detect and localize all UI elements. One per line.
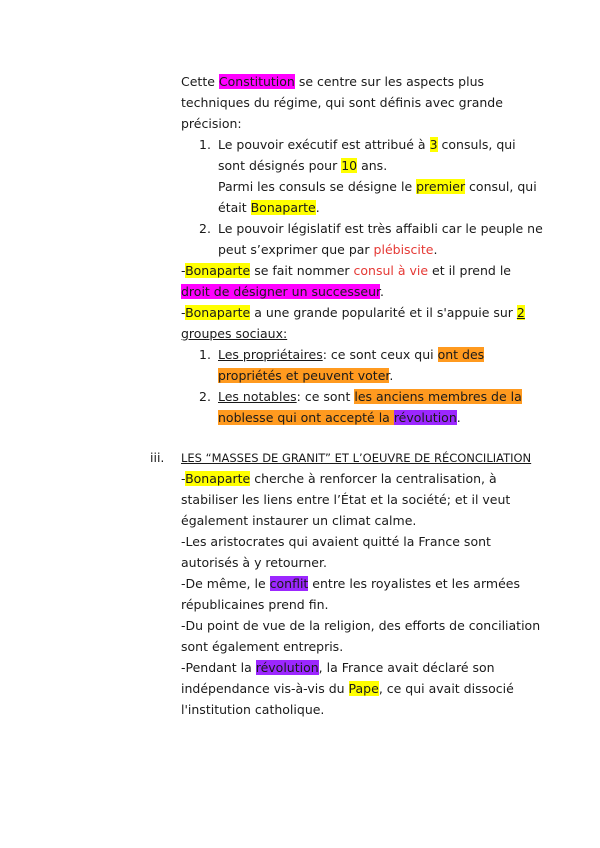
- list1-item1-line4: [218, 198, 320, 218]
- body-line-9: sont également entrepris.: [181, 639, 344, 654]
- highlight-orange: propriétés et peuvent voter: [218, 368, 390, 383]
- list1-item1-line2: [218, 156, 387, 176]
- underlined-label: Les notables: [218, 389, 297, 404]
- text: Cette: [181, 74, 219, 89]
- list-number: 2.: [199, 389, 211, 404]
- text: .: [315, 200, 320, 215]
- highlight-ten: 10: [341, 158, 358, 173]
- text: consuls, qui: [437, 137, 516, 152]
- red-text-plebiscite: plébiscite: [373, 242, 434, 257]
- intro-line-3: précision:: [181, 116, 242, 131]
- para3-line1: [181, 303, 525, 323]
- underlined-label: Les propriétaires: [218, 347, 323, 362]
- text: : ce sont: [296, 389, 355, 404]
- text: peut s’exprimer que par: [218, 242, 374, 257]
- text: -: [181, 471, 186, 486]
- highlight-orange: noblesse qui ont accepté la: [218, 410, 394, 425]
- text: se fait nommer: [250, 263, 354, 278]
- text: entre les royalistes et les armées: [308, 576, 520, 591]
- body-line-10: [181, 658, 495, 678]
- text: .: [379, 284, 384, 299]
- text: , ce qui avait dissocié: [378, 681, 514, 696]
- para2-line2: [181, 282, 384, 302]
- underlined-groupes: groupes sociaux: [181, 326, 283, 341]
- text: et il prend le: [428, 263, 511, 278]
- body-line-1: [181, 469, 497, 489]
- highlight-droit: droit de désigner un successeur: [181, 284, 380, 299]
- body-line-4: -Les aristocrates qui avaient quitté la France sont: [181, 534, 491, 549]
- list1-item2-line1: Le pouvoir législatif est très affaibli car le peuple ne: [218, 221, 543, 236]
- body-line-2: stabiliser les liens entre l’État et la société; et il veut: [181, 492, 511, 507]
- highlight-pape: Pape: [348, 681, 379, 696]
- text: -De même, le: [181, 576, 270, 591]
- highlight-three: 3: [429, 137, 438, 152]
- body-line-3: également instaurer un climat calme.: [181, 513, 417, 528]
- list2-item2-line1: [218, 387, 522, 407]
- highlight-two: 2: [516, 305, 525, 320]
- text: .: [389, 368, 394, 383]
- highlight-premier: premier: [416, 179, 466, 194]
- para2-line1: [181, 261, 511, 281]
- intro-line-1: [181, 72, 484, 92]
- red-text-consul: consul à vie: [353, 263, 429, 278]
- text: , la France avait déclaré son: [318, 660, 495, 675]
- text: -: [181, 263, 186, 278]
- list2-item1-line1: [218, 345, 484, 365]
- list2-item1-line2: [218, 366, 393, 386]
- body-line-8: -Du point de vue de la religion, des efforts de conciliation: [181, 618, 541, 633]
- text: :: [282, 326, 288, 341]
- text: .: [456, 410, 461, 425]
- body-line-7: républicaines prend fin.: [181, 597, 329, 612]
- body-line-11: [181, 679, 514, 699]
- highlight-orange: les anciens membres de la: [354, 389, 522, 404]
- highlight-revolution: révolution: [255, 660, 319, 675]
- highlight-bonaparte: Bonaparte: [185, 471, 251, 486]
- section-title: LES “MASSES DE GRANIT” ET L’OEUVRE DE RÉCONCILIATION: [181, 451, 532, 465]
- text: indépendance vis-à-vis du: [181, 681, 349, 696]
- text: se centre sur les aspects plus: [294, 74, 485, 89]
- text: .: [433, 242, 438, 257]
- text: a une grande popularité et il s'appuie sur: [250, 305, 517, 320]
- text: était: [218, 200, 251, 215]
- text: -Pendant la: [181, 660, 256, 675]
- text: consul, qui: [465, 179, 537, 194]
- highlight-bonaparte: Bonaparte: [185, 263, 251, 278]
- text: ans.: [357, 158, 388, 173]
- highlight-bonaparte: Bonaparte: [185, 305, 251, 320]
- highlight-revolution: révolution: [393, 410, 457, 425]
- highlight-bonaparte: Bonaparte: [250, 200, 316, 215]
- text: Le pouvoir exécutif est attribué à: [218, 137, 430, 152]
- text: Parmi les consuls se désigne le: [218, 179, 417, 194]
- highlight-orange: ont des: [437, 347, 485, 362]
- section-number: iii.: [150, 450, 165, 465]
- list1-item1-line3: [218, 177, 537, 197]
- highlight-constitution: Constitution: [218, 74, 295, 89]
- list-number: 1.: [199, 137, 211, 152]
- intro-line-2: techniques du régime, qui sont définis avec grande: [181, 95, 503, 110]
- para3-line2: [181, 324, 287, 344]
- text: sont désignés pour: [218, 158, 342, 173]
- highlight-conflit: conflit: [269, 576, 309, 591]
- text: cherche à renforcer la centralisation, à: [250, 471, 497, 486]
- body-line-12: l'institution catholique.: [181, 702, 325, 717]
- list1-item2-line2: [218, 240, 437, 260]
- list2-item2-line2: [218, 408, 461, 428]
- text: -: [181, 305, 186, 320]
- body-line-6: [181, 574, 520, 594]
- list1-item1-line1: [218, 135, 516, 155]
- body-line-5: autorisés à y retourner.: [181, 555, 327, 570]
- list-number: 1.: [199, 347, 211, 362]
- text: : ce sont ceux qui: [322, 347, 438, 362]
- list-number: 2.: [199, 221, 211, 236]
